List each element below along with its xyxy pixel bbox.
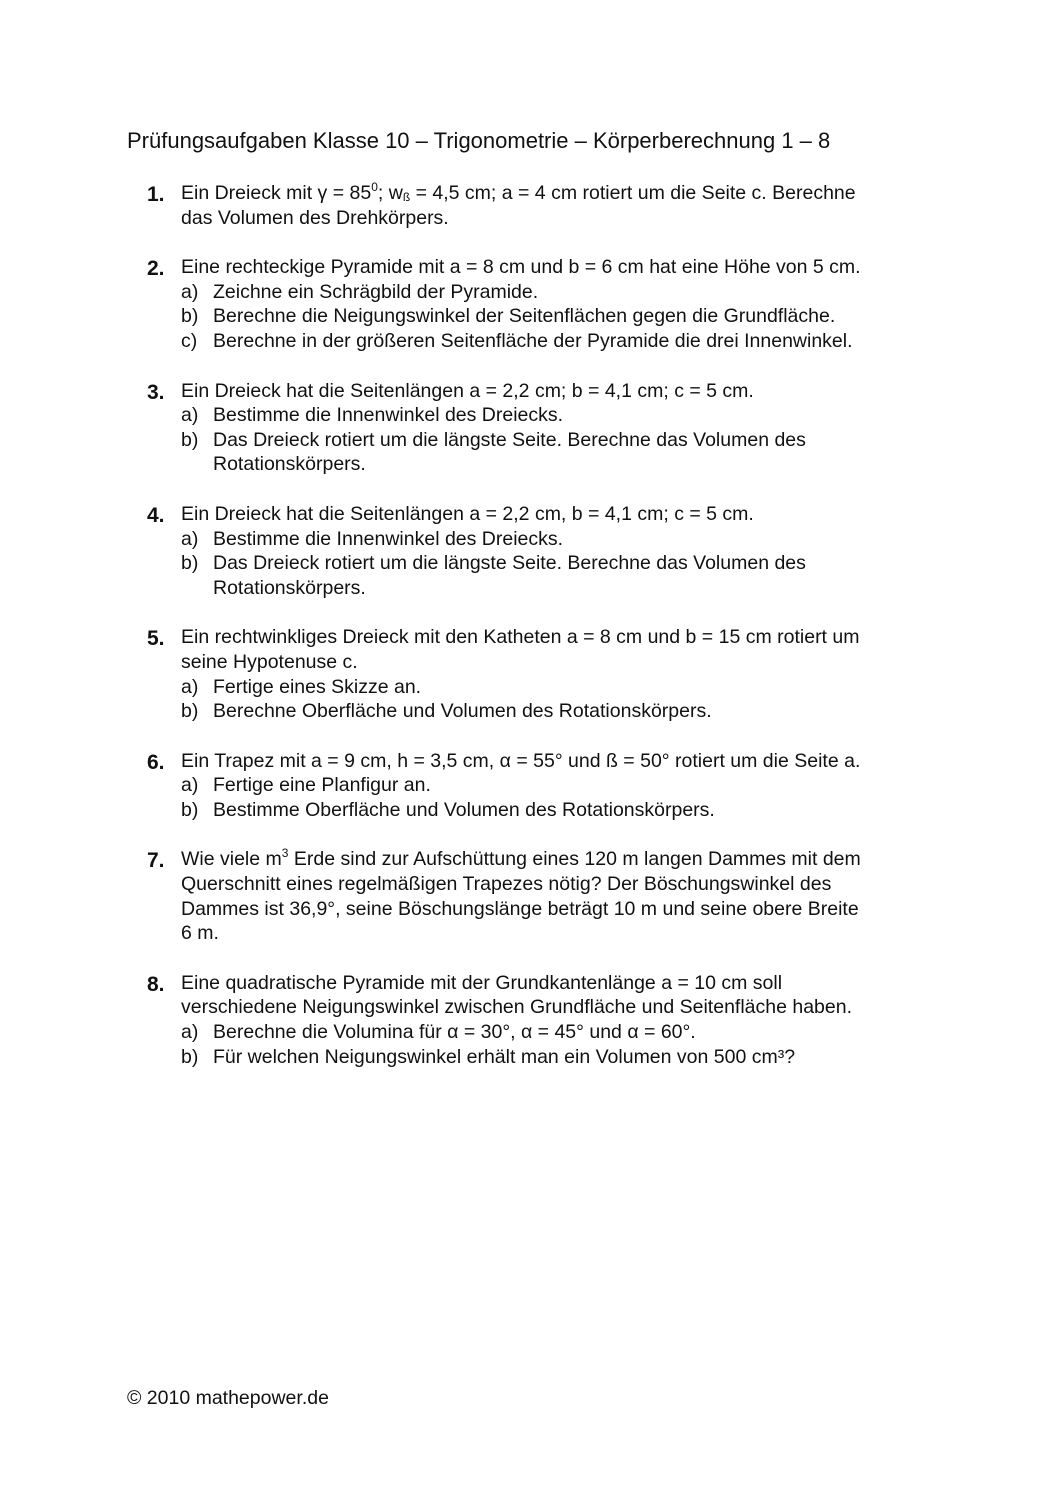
subscript: ß <box>402 190 411 204</box>
subtask-label: a) <box>181 774 199 797</box>
text-line: Bestimme die Innenwinkel des Dreiecks. <box>213 527 564 550</box>
subtask-a <box>181 1020 947 1045</box>
text-line: Ein rechtwinkliges Dreieck mit den Katheten a = 8 cm und b = 15 cm rotiert um <box>181 626 860 649</box>
subtask-label: a) <box>181 527 199 550</box>
text-line: seine Hypotenuse c. <box>181 650 358 673</box>
problem-7 <box>147 847 947 945</box>
problem-body <box>181 847 947 945</box>
problem-body <box>181 379 947 477</box>
problem-number: 1. <box>147 183 165 206</box>
problem-body <box>181 502 947 600</box>
problem-body <box>181 971 947 1069</box>
text-line: 6 m. <box>181 922 219 945</box>
text-segment: = 4,5 cm; a = 4 cm rotiert um die Seite c. Berechne <box>410 182 856 204</box>
subtask-label: b) <box>181 552 199 575</box>
text-segment: Wie viele m <box>181 848 282 871</box>
problem-number: 3. <box>147 380 165 404</box>
text-line: Zeichne ein Schrägbild der Pyramide. <box>213 280 539 303</box>
text-line: Dammes ist 36,9°, seine Böschungslänge beträgt 10 m und seine obere Breite <box>181 897 859 920</box>
problem-number: 4. <box>147 503 165 527</box>
text-line: Bestimme Oberfläche und Volumen des Rotationskörpers. <box>213 798 715 821</box>
subtask-a <box>181 280 947 305</box>
problem-1 <box>147 181 947 230</box>
problem-6 <box>147 749 947 823</box>
problem-number: 5. <box>147 627 165 651</box>
text-line: das Volumen des Drehkörpers. <box>181 206 449 229</box>
problem-list <box>147 181 947 1094</box>
page-title: Prüfungsaufgaben Klasse 10 – Trigonometrie – Körperberechnung 1 – 8 <box>127 128 831 153</box>
subtask-label: b) <box>181 305 199 328</box>
text-line: Querschnitt eines regelmäßigen Trapezes nötig? Der Böschungswinkel des <box>181 873 832 896</box>
subtask-b <box>181 428 947 477</box>
text-line <box>181 181 947 206</box>
text-line: Berechne in der größeren Seitenfläche der Pyramide die drei Innenwinkel. <box>213 329 853 352</box>
superscript: 3 <box>281 846 289 861</box>
subtask-b <box>181 1045 947 1070</box>
text-line: Rotationskörpers. <box>213 453 366 476</box>
text-line: Ein Dreieck hat die Seitenlängen a = 2,2 cm; b = 4,1 cm; c = 5 cm. <box>181 379 754 402</box>
subtask-label: a) <box>181 280 199 303</box>
text-line: Eine quadratische Pyramide mit der Grundkantenlänge a = 10 cm soll <box>181 971 783 994</box>
text-segment: Erde sind zur Aufschüttung eines 120 m langen Dammes mit dem <box>288 848 861 871</box>
superscript: 0 <box>371 180 378 194</box>
problem-number: 8. <box>147 972 165 996</box>
text-line: Berechne die Volumina für α = 30°, α = 45° und α = 60°. <box>213 1021 696 1044</box>
text-line: Rotationskörpers. <box>213 576 366 599</box>
problem-body <box>181 181 947 230</box>
subtask-label: a) <box>181 675 199 698</box>
problem-5 <box>147 625 947 723</box>
problem-body <box>181 749 947 823</box>
problem-body <box>181 625 947 723</box>
problem-8 <box>147 971 947 1069</box>
subtask-a <box>181 527 947 552</box>
text-line: Berechne Oberfläche und Volumen des Rotationskörpers. <box>213 700 712 723</box>
text-line: Bestimme die Innenwinkel des Dreiecks. <box>213 404 564 427</box>
subtask-b <box>181 699 947 724</box>
problem-number: 7. <box>147 849 165 873</box>
problem-3 <box>147 379 947 477</box>
subtask-label: a) <box>181 404 199 427</box>
problem-number: 2. <box>147 257 165 281</box>
text-line: Ein Dreieck hat die Seitenlängen a = 2,2 cm, b = 4,1 cm; c = 5 cm. <box>181 502 754 525</box>
subtask-a <box>181 403 947 428</box>
text-line: Für welchen Neigungswinkel erhält man ein Volumen von 500 cm³? <box>213 1045 796 1068</box>
text-line: Fertige eines Skizze an. <box>213 675 422 698</box>
subtask-label: b) <box>181 700 199 723</box>
text-segment: ; w <box>377 182 403 204</box>
text-line: Ein Trapez mit a = 9 cm, h = 3,5 cm, α = 55° und ß = 50° rotiert um die Seite a. <box>181 749 861 772</box>
subtask-c <box>181 329 947 354</box>
text-line: Eine rechteckige Pyramide mit a = 8 cm und b = 6 cm hat eine Höhe von 5 cm. <box>181 256 861 279</box>
problem-number: 6. <box>147 750 165 774</box>
subtask-label: b) <box>181 428 199 451</box>
subtask-b <box>181 304 947 329</box>
subtask-b <box>181 551 947 600</box>
problem-body <box>181 255 947 353</box>
subtask-b <box>181 798 947 823</box>
copyright-footer: © 2010 mathepower.de <box>127 1387 329 1409</box>
text-line: Das Dreieck rotiert um die längste Seite. Berechne das Volumen des <box>213 428 806 451</box>
text-line: Fertige eine Planfigur an. <box>213 774 431 797</box>
text-line: verschiedene Neigungswinkel zwischen Grundfläche und Seitenfläche haben. <box>181 996 853 1019</box>
text-line <box>181 847 947 872</box>
problem-2 <box>147 255 947 353</box>
subtask-label: b) <box>181 798 199 821</box>
problem-4 <box>147 502 947 600</box>
subtask-a <box>181 773 947 798</box>
text-segment: Ein Dreieck mit γ = 85 <box>181 182 372 204</box>
text-line: Berechne die Neigungswinkel der Seitenflächen gegen die Grundfläche. <box>213 305 836 328</box>
text-line: Das Dreieck rotiert um die längste Seite. Berechne das Volumen des <box>213 552 806 575</box>
subtask-label: a) <box>181 1021 199 1044</box>
subtask-a <box>181 675 947 700</box>
subtask-label: b) <box>181 1045 199 1068</box>
subtask-label: c) <box>181 329 198 352</box>
